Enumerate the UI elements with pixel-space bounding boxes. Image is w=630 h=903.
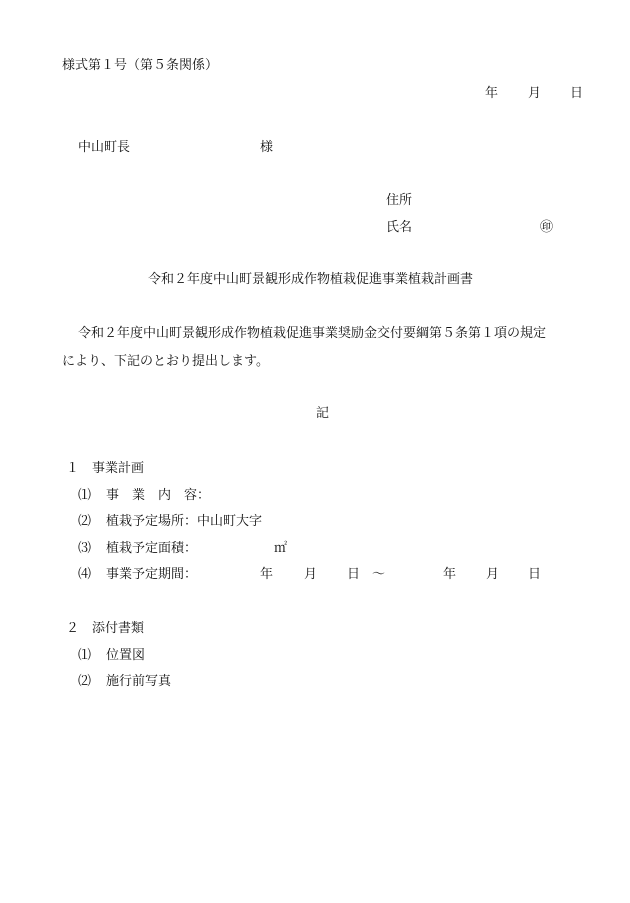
section-heading-attachments: ２ 添付書類: [66, 621, 145, 636]
name-label: 氏名: [386, 220, 413, 235]
date-month-label: 月: [528, 86, 542, 101]
item-label-area: 植栽予定面積：: [106, 541, 198, 556]
period-start-month: 月: [304, 567, 318, 582]
item-number: ⑴: [78, 488, 92, 503]
addressee-name: 中山町長: [78, 140, 131, 155]
attachment-location-map: 位置図: [106, 648, 146, 663]
date-day-label: 日: [570, 86, 584, 101]
date-year-label: 年: [485, 86, 499, 101]
record-mark: 記: [316, 406, 330, 421]
item-number: ⑴: [78, 648, 92, 663]
form-number: 様式第１号（第５条関係）: [62, 58, 219, 73]
item-number: ⑵: [78, 514, 92, 529]
item-label-location: 植栽予定場所：中山町大字: [106, 514, 263, 529]
item-number: ⑶: [78, 541, 92, 556]
body-text-line-1: 令和２年度中山町景観形成作物植栽促進事業奨励金交付要綱第５条第１項の規定: [78, 326, 547, 341]
period-end-year: 年: [443, 567, 457, 582]
seal-mark: ㊞: [540, 220, 554, 235]
item-number: ⑵: [78, 674, 92, 689]
period-start-year: 年: [260, 567, 274, 582]
attachment-pre-work-photos: 施行前写真: [106, 674, 172, 689]
section-heading-plan: １ 事業計画: [66, 461, 145, 476]
period-end-month: 月: [486, 567, 500, 582]
item-label-period: 事業予定期間：: [106, 567, 198, 582]
body-text-line-2: により、下記のとおり提出します。: [62, 354, 269, 369]
address-label: 住所: [386, 193, 413, 208]
document-title: 令和２年度中山町景観形成作物植栽促進事業植栽計画書: [148, 272, 474, 287]
period-start-day: 日: [347, 567, 361, 582]
period-end-day: 日: [528, 567, 542, 582]
addressee-honorific: 様: [260, 140, 274, 155]
item-number: ⑷: [78, 567, 92, 582]
area-unit: ㎡: [274, 541, 288, 556]
period-tilde: ～: [372, 567, 386, 582]
item-label-content: 事 業 内 容：: [106, 488, 211, 503]
